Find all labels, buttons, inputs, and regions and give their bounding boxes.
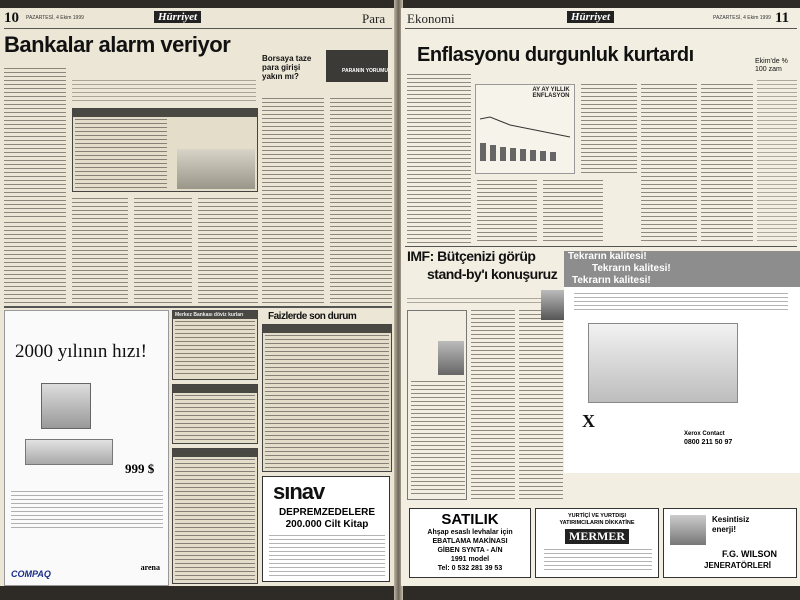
- currency-table-1: [172, 310, 258, 380]
- bank-table: [72, 108, 258, 192]
- imf-side-box: [407, 310, 467, 500]
- article-text-col1: [4, 68, 66, 218]
- ad-compaq: [4, 310, 169, 586]
- xerox-phone: 0800 211 50 97: [684, 439, 733, 446]
- building-photo: [177, 149, 255, 189]
- mermer-line1: YURTİÇİ VE YURTDIŞI: [568, 513, 626, 519]
- inflation-line: [480, 117, 570, 137]
- satilik-line1: Ahşap esaslı levhalar için: [427, 529, 513, 536]
- date-line-right: PAZARTESİ, 4 Ekim 1999: [713, 15, 771, 21]
- generator-image: [670, 515, 706, 545]
- sinav-line1: DEPREMZEDELERE: [278, 507, 376, 518]
- inflation-chart-box: [475, 84, 575, 174]
- ad-compaq-headline: 2000 yılının hızı!: [15, 341, 147, 362]
- ad-wilson: [663, 508, 797, 578]
- satilik-line3: GİBEN SYNTA - A/N: [437, 547, 503, 554]
- pc-case-image: [25, 439, 113, 465]
- ad-xerox: [564, 251, 800, 473]
- article-text-col4: [198, 198, 258, 308]
- header-rule-right: [405, 28, 797, 29]
- sinav-logo: sınav: [273, 479, 325, 504]
- currency-table-2: [172, 384, 258, 444]
- inflation-chart-svg: [476, 103, 574, 163]
- ekonomi-text-col1: [407, 74, 471, 244]
- imf-deck: [407, 298, 561, 306]
- headline-enflasyon: Enflasyonu durgunluk kurtardı: [417, 44, 694, 66]
- chart-kicker: AY AY YILLIK ENFLASYON: [532, 87, 570, 99]
- section-ekonomi: Ekonomi: [407, 11, 455, 26]
- imf-person-photo: [438, 341, 464, 375]
- inflation-bars: [480, 143, 556, 161]
- xerox-band: [564, 251, 800, 287]
- interest-table-rows: [265, 335, 389, 469]
- ad-compaq-text: [11, 491, 163, 531]
- fold-rule: [4, 306, 392, 308]
- currency-table-3-header: [173, 449, 257, 457]
- headline-bankalar: Bankalar alarm veriyor: [4, 32, 231, 57]
- sinav-line2: 200.000 Cilt Kitap: [285, 519, 369, 530]
- xerox-printer-image: [588, 323, 738, 403]
- currency-table-title: Merkez Bankası döviz kurları: [173, 311, 257, 319]
- ad-sinav: [262, 476, 390, 582]
- imf-side-text: [411, 381, 465, 497]
- sinav-text: [269, 535, 385, 577]
- ekonomi-text-col2: [477, 180, 537, 244]
- side-text-col1: [262, 98, 324, 308]
- masthead-right: Hürriyet: [567, 11, 614, 23]
- page-number-left: 10: [4, 10, 19, 26]
- section-para: Para: [362, 11, 386, 26]
- ad-compaq-price: 999 $: [125, 461, 155, 476]
- xerox-copy: [574, 293, 788, 313]
- mermer-text: [544, 549, 652, 573]
- wilson-brand: F.G. WILSON: [722, 549, 777, 559]
- side-text: [757, 80, 797, 244]
- date-line-left: PAZARTESİ, 4 Ekim 1999: [26, 15, 84, 21]
- wilson-line3: JENERATÖRLERİ: [704, 561, 771, 570]
- satilik-phone: Tel: 0 532 281 39 53: [437, 565, 503, 572]
- side-column-header: [262, 48, 392, 94]
- imf-headline-block: [407, 244, 563, 294]
- left-page: [0, 8, 396, 586]
- xerox-band-text-1: Tekrarın kalitesi!: [568, 251, 647, 262]
- currency-table-rows: [175, 321, 255, 377]
- imf-headline-1: IMF: Bütçenizi görüp: [407, 248, 536, 264]
- satilik-title: SATILIK: [441, 511, 499, 528]
- header-rule: [4, 28, 392, 29]
- article-text-col1b: [4, 222, 66, 308]
- ad-mermer: [535, 508, 659, 578]
- xerox-x-logo: X: [582, 411, 595, 431]
- masthead-left: Hürriyet: [154, 11, 201, 23]
- mermer-badge: MERMER: [565, 529, 629, 544]
- xerox-band-text-3: Tekrarın kalitesi!: [572, 275, 651, 286]
- interest-table-header: [263, 325, 391, 333]
- side-text-col2: [330, 98, 392, 308]
- side-headline: Borsaya taze para girişi yakın mı?: [262, 54, 312, 81]
- side-kicker: PARANIN YORUMU: [342, 68, 388, 74]
- satilik-line4: 1991 model: [450, 556, 490, 563]
- currency-table-3-rows: [175, 459, 255, 581]
- xerox-contact: Xerox Contact: [684, 431, 725, 437]
- right-page: [401, 8, 800, 586]
- satilik-line2: EBATLAMA MAKİNASI: [432, 538, 508, 545]
- currency-table-2-header: [173, 385, 257, 393]
- monitor-image: [41, 383, 91, 429]
- arena-logo: arena: [140, 563, 160, 572]
- imf-text-col1: [471, 310, 515, 502]
- article-text-col3: [134, 198, 192, 308]
- compaq-logo: COMPAQ: [11, 569, 51, 579]
- currency-table-2-rows: [175, 395, 255, 441]
- ekonomi-text-col4: [581, 84, 637, 174]
- columnist-photo: [326, 50, 388, 82]
- mermer-line2: YATIRIMCILARIN DİKKATİNE: [559, 520, 635, 526]
- ekonomi-text-col5: [641, 84, 697, 244]
- article-lead: [72, 80, 256, 104]
- article-text-col2: [72, 198, 128, 308]
- bank-table-header: [73, 109, 257, 117]
- interest-title: Faizlerde son durum: [268, 311, 357, 322]
- page-number-right: 11: [775, 10, 790, 26]
- ekonomi-text-col6: [701, 84, 753, 244]
- imf-official-photo: [541, 290, 565, 320]
- currency-table-3: [172, 448, 258, 584]
- ad-satilik: [409, 508, 531, 578]
- side-note: Ekim'de % 100 zam: [755, 58, 788, 73]
- interest-table: [262, 324, 392, 472]
- imf-text-col2: [519, 310, 563, 502]
- bank-table-rows: [75, 119, 167, 189]
- wilson-line1: Kesintisiz: [712, 515, 750, 524]
- imf-headline-2: stand-by'ı konuşuruz: [427, 266, 558, 282]
- ekonomi-text-col3: [543, 180, 603, 244]
- xerox-band-text-2: Tekrarın kalitesi!: [592, 263, 671, 274]
- wilson-line2: enerji!: [712, 525, 737, 534]
